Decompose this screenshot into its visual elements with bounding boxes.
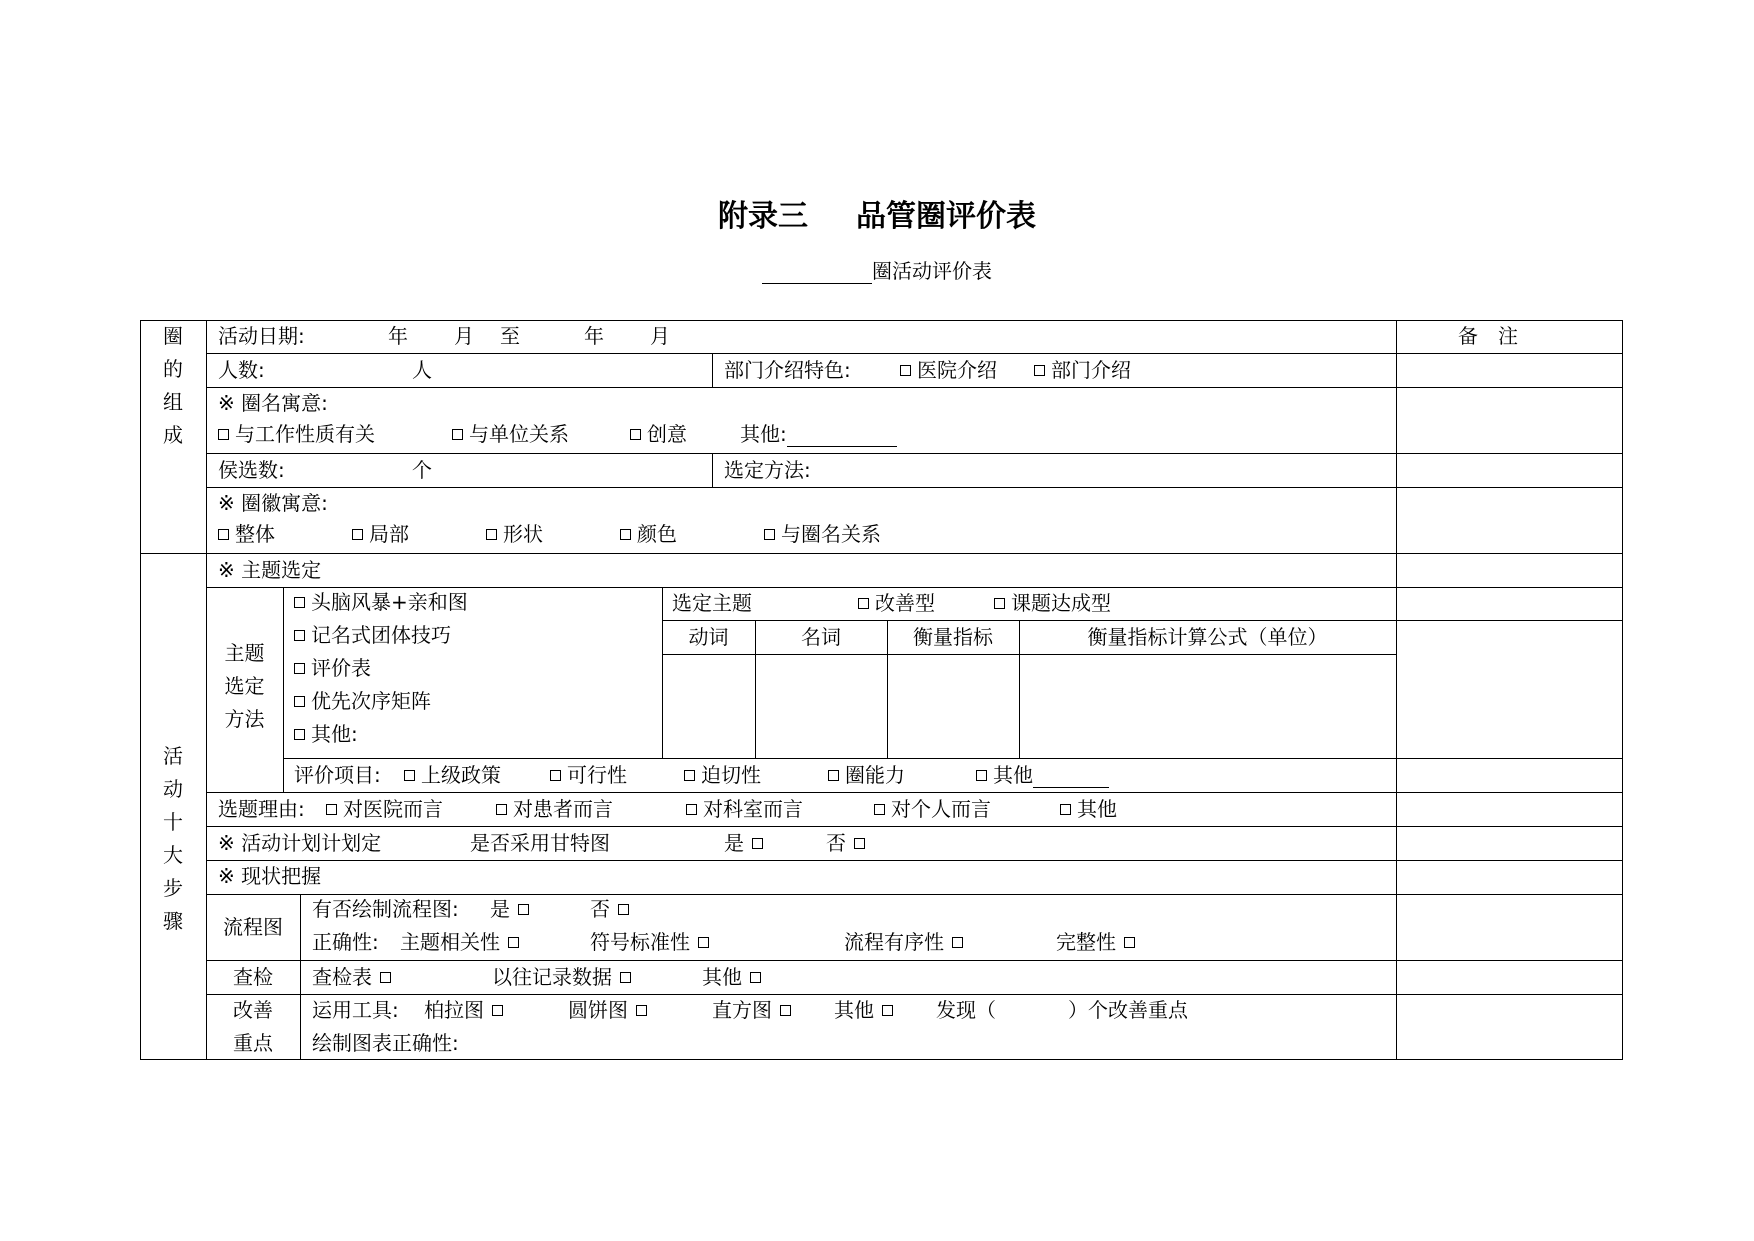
emblem-option-shape[interactable]: 形状 [486,521,543,547]
tool-pareto[interactable]: 柏拉图 [424,997,503,1023]
circle-name-other-blank[interactable] [787,426,897,447]
reason-department[interactable]: 对科室而言 [686,796,803,822]
theme-col-formula: 衡量指标计算公式（单位） [1087,625,1328,649]
tools-label: 运用工具: [312,998,399,1022]
reason-other[interactable]: 其他 [1060,796,1117,822]
reason-hospital[interactable]: 对医院而言 [326,796,443,822]
check-sheet[interactable]: 查检表 [312,964,391,990]
circle-name-option-work[interactable]: 与工作性质有关 [218,421,375,447]
eval-item-urgency[interactable]: 迫切性 [684,762,761,788]
eval-items-label: 评价项目: [294,763,381,787]
theme-method-label: 主题选定方法 [224,641,265,731]
theme-col-metric: 衡量指标 [913,625,993,649]
eval-item-other [976,762,1109,788]
date-month-1: 月 [454,324,474,348]
headcount-label: 人数: [218,358,265,382]
side-label-ten-steps: 活动十大步骤 [163,744,183,933]
tool-pie[interactable]: 圆饼图 [568,997,647,1023]
title-form-name: 品管圈评价表 [856,199,1036,234]
findings-suffix: ）个改善重点 [1068,998,1188,1022]
chart-correctness-label: 绘制图表正确性: [312,1031,459,1055]
correctness-symbol-standard[interactable]: 符号标准性 [590,929,709,955]
theme-col-verb: 动词 [688,625,729,649]
circle-name-blank[interactable] [762,263,872,284]
reason-individual[interactable]: 对个人而言 [874,796,991,822]
correctness-theme-relevance[interactable]: 主题相关性 [400,929,519,955]
gantt-yes[interactable]: 是 [724,830,763,856]
selected-theme-label: 选定主题 [672,591,752,615]
emblem-option-color[interactable]: 颜色 [620,521,677,547]
reason-label: 选题理由: [218,797,305,821]
theme-selection-heading: ※ 主题选定 [218,558,322,582]
improve-label: 改善重点 [233,998,273,1055]
plan-label: ※ 活动计划计划定 [218,831,382,855]
theme-method-other[interactable]: 其他: [294,721,358,747]
emblem-option-name-relation[interactable]: 与圈名关系 [764,521,881,547]
headcount-unit: 人 [412,358,432,382]
dept-intro-option-department[interactable]: 部门介绍 [1034,357,1131,383]
correctness-flow-order[interactable]: 流程有序性 [844,929,963,955]
theme-method-nominal-group[interactable]: 记名式团体技巧 [294,622,451,648]
date-year-2: 年 [584,324,604,348]
evaluation-table [140,320,1623,1060]
activity-date-row [218,323,670,349]
findings-prefix: 发现（ [936,998,996,1022]
flowchart-label: 流程图 [223,915,283,939]
flowchart-yes[interactable]: 是 [490,896,529,922]
check-past-records[interactable]: 以往记录数据 [492,964,631,990]
correctness-completeness[interactable]: 完整性 [1056,929,1135,955]
circle-name-option-unit[interactable]: 与单位关系 [452,421,569,447]
selection-method-label: 选定方法: [724,458,811,482]
gantt-question: 是否采用甘特图 [470,831,610,855]
title-appendix: 附录三 [718,199,808,234]
theme-method-priority-matrix[interactable]: 优先次序矩阵 [294,688,431,714]
theme-type-task-achieving[interactable]: 课题达成型 [994,590,1111,616]
activity-date-label: 活动日期: [218,324,305,348]
theme-method-evaluation[interactable]: 评价表 [294,655,371,681]
side-label-circle-composition: 圈的组成 [163,324,183,447]
correctness-label: 正确性: [312,930,379,954]
date-year-1: 年 [388,324,408,348]
eval-item-other-blank[interactable] [1033,767,1109,788]
flowchart-question: 有否绘制流程图: [312,897,459,921]
check-other[interactable]: 其他 [702,964,761,990]
eval-item-policy[interactable]: 上级政策 [404,762,501,788]
tool-histogram[interactable]: 直方图 [712,997,791,1023]
date-month-2: 月 [650,324,670,348]
gantt-no[interactable]: 否 [826,830,865,856]
candidates-label: 侯选数: [218,458,285,482]
emblem-option-part[interactable]: 局部 [352,521,409,547]
emblem-option-whole[interactable]: 整体 [218,521,275,547]
theme-method-brainstorm[interactable]: 头脑风暴+亲和图 [294,589,468,615]
subtitle-text: 圈活动评价表 [872,259,992,283]
circle-name-other-label: 其他: [740,422,787,446]
emblem-meaning-label: ※ 圈徽寓意: [218,491,328,515]
flowchart-no[interactable]: 否 [590,896,629,922]
candidates-unit: 个 [412,458,432,482]
theme-type-improvement[interactable]: 改善型 [858,590,935,616]
page-title [0,197,1754,237]
dept-intro-label: 部门介绍特色: [724,358,851,382]
eval-item-other-label[interactable]: 其他 [976,763,1033,787]
date-to: 至 [500,324,520,348]
circle-name-other [740,421,897,447]
check-label: 查检 [233,965,273,989]
circle-name-option-creative[interactable]: 创意 [630,421,687,447]
circle-name-meaning-label: ※ 圈名寓意: [218,391,328,415]
findings [936,997,1188,1023]
form-subtitle [0,258,1754,284]
status-heading: ※ 现状把握 [218,864,322,888]
eval-item-capability[interactable]: 圈能力 [828,762,905,788]
reason-patient[interactable]: 对患者而言 [496,796,613,822]
eval-item-feasibility[interactable]: 可行性 [550,762,627,788]
remarks-header: 备 注 [1458,324,1518,348]
tool-other[interactable]: 其他 [834,997,893,1023]
dept-intro-option-hospital[interactable]: 医院介绍 [900,357,997,383]
theme-col-noun: 名词 [801,625,841,649]
